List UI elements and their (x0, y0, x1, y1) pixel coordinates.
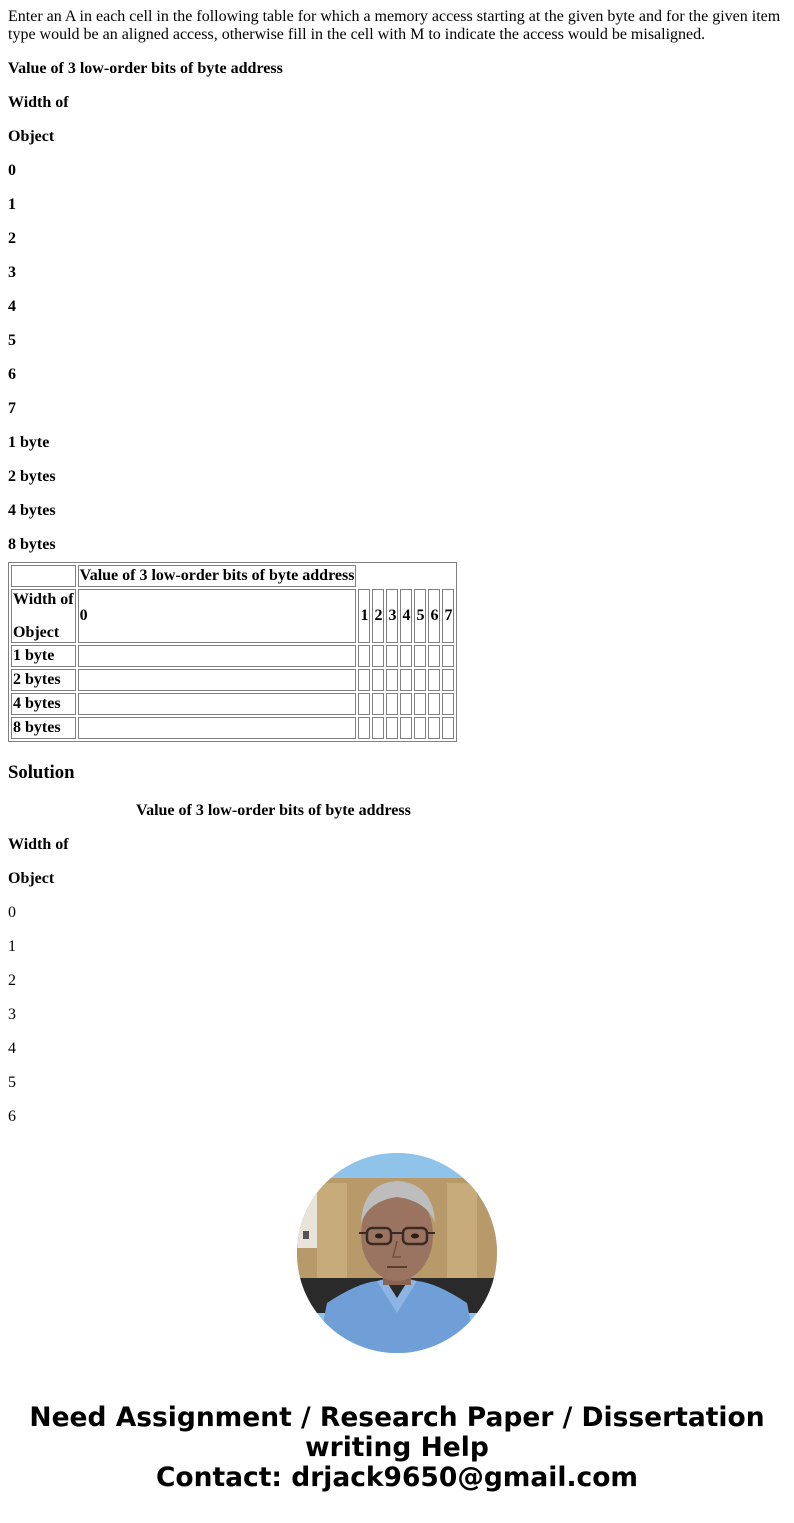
table-row (11, 645, 454, 667)
answer-cell[interactable] (386, 717, 398, 739)
solution-value-2: 2 (8, 972, 16, 989)
column-header-1: 1 (358, 589, 370, 643)
solution-heading: Solution (8, 762, 75, 783)
column-header-6: 6 (428, 589, 440, 643)
flat-line-2-bytes: 2 bytes (8, 468, 56, 485)
column-header-5: 5 (414, 589, 426, 643)
answer-cell[interactable] (78, 717, 357, 739)
table-corner-cell (11, 565, 76, 587)
answer-cell[interactable] (358, 669, 370, 691)
flat-line-2: 2 (8, 230, 16, 247)
solution-header-title: Value of 3 low-order bits of byte address (136, 802, 411, 819)
table-row (11, 693, 454, 715)
flat-line-4-bytes: 4 bytes (8, 502, 56, 519)
flat-line-1: 1 (8, 196, 16, 213)
answer-cell[interactable] (428, 717, 440, 739)
row-label-4-bytes: 4 bytes (11, 693, 76, 715)
answer-cell[interactable] (78, 693, 357, 715)
answer-cell[interactable] (358, 645, 370, 667)
answer-cell[interactable] (372, 645, 384, 667)
flat-line-4: 4 (8, 298, 16, 315)
avatar-portrait-icon (297, 1153, 497, 1353)
author-avatar (297, 1153, 497, 1353)
table-row (11, 717, 454, 739)
answer-cell[interactable] (428, 693, 440, 715)
answer-cell[interactable] (428, 645, 440, 667)
answer-cell[interactable] (414, 693, 426, 715)
answer-cell[interactable] (428, 669, 440, 691)
answer-cell[interactable] (442, 669, 454, 691)
solution-value-4: 4 (8, 1040, 16, 1057)
answer-cell[interactable] (372, 717, 384, 739)
answer-cell[interactable] (442, 717, 454, 739)
solution-value-0: 0 (8, 904, 16, 921)
answer-cell[interactable] (358, 693, 370, 715)
answer-cell[interactable] (400, 693, 412, 715)
answer-cell[interactable] (400, 669, 412, 691)
solution-value-6: 6 (8, 1108, 16, 1125)
answer-cell[interactable] (386, 645, 398, 667)
flat-line-5: 5 (8, 332, 16, 349)
flat-line-value-header: Value of 3 low-order bits of byte address (8, 60, 283, 77)
column-header-2: 2 (372, 589, 384, 643)
solution-width-of: Width of (8, 836, 69, 853)
row-label-1-byte: 1 byte (11, 645, 76, 667)
promo-line-2: writing Help (305, 1432, 489, 1463)
flat-line-0: 0 (8, 162, 16, 179)
answer-cell[interactable] (400, 717, 412, 739)
answer-cell[interactable] (386, 693, 398, 715)
answer-cell[interactable] (414, 669, 426, 691)
column-header-0: 0 (78, 589, 357, 643)
promo-contact: Contact: drjack9650@gmail.com (155, 1462, 639, 1493)
row-label-2-bytes: 2 bytes (11, 669, 76, 691)
answer-cell[interactable] (78, 669, 357, 691)
solution-value-3: 3 (8, 1006, 16, 1023)
answer-cell[interactable] (386, 669, 398, 691)
table-width-label (11, 589, 76, 643)
answer-cell[interactable] (400, 645, 412, 667)
row-label-8-bytes: 8 bytes (11, 717, 76, 739)
solution-value-5: 5 (8, 1074, 16, 1091)
column-header-4: 4 (400, 589, 412, 643)
answer-cell[interactable] (414, 717, 426, 739)
column-header-7: 7 (442, 589, 454, 643)
flat-line-8-bytes: 8 bytes (8, 536, 56, 553)
flat-line-width-of: Width of (8, 94, 69, 111)
width-label-line1: Width of (13, 591, 74, 608)
flat-line-7: 7 (8, 400, 16, 417)
table-header-row (11, 565, 454, 587)
answer-cell[interactable] (372, 693, 384, 715)
table-header-title: Value of 3 low-order bits of byte address (78, 565, 357, 587)
promo-banner (0, 1403, 794, 1493)
answer-cell[interactable] (442, 693, 454, 715)
solution-object: Object (8, 870, 55, 887)
width-label-line2: Object (13, 624, 60, 641)
answer-cell[interactable] (358, 717, 370, 739)
flat-line-6: 6 (8, 366, 16, 383)
promo-line-1: Need Assignment / Research Paper / Dissertation (29, 1402, 765, 1433)
flat-line-3: 3 (8, 264, 16, 281)
flat-line-1-byte: 1 byte (8, 434, 50, 451)
flat-line-object: Object (8, 128, 55, 145)
table-column-row (11, 589, 454, 643)
answer-cell[interactable] (372, 669, 384, 691)
answer-cell[interactable] (442, 645, 454, 667)
solution-value-1: 1 (8, 938, 16, 955)
answer-cell[interactable] (414, 645, 426, 667)
solution-section (8, 802, 786, 1126)
table-row (11, 669, 454, 691)
question-intro: Enter an A in each cell in the following table for which a memory access starting at the given byte and for the given item type would be an aligned access, otherwise fill in the cell with M to indicate the access would be misaligned. (8, 8, 781, 43)
answer-cell[interactable] (78, 645, 357, 667)
column-header-3: 3 (386, 589, 398, 643)
alignment-table (8, 562, 457, 742)
question-flat-lines (8, 60, 786, 554)
